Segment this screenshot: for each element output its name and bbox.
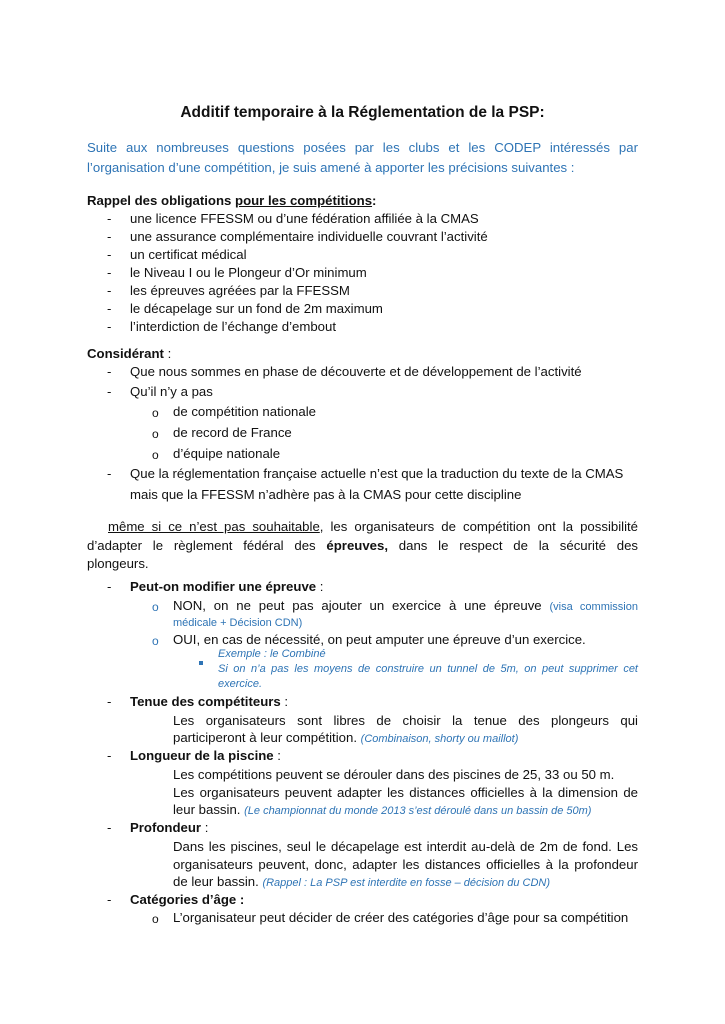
tenue-line-2-text: participeront à leur compétition. [173,730,361,745]
categories-item: L’organisateur peut décider de créer des catégories d’âge pour sa compétition [173,910,629,925]
dash-bullet: - [107,748,112,763]
dash-bullet: - [107,579,112,594]
tenue-line-1: Les organisateurs sont libres de choisir la tenue des plongeurs qui [173,713,638,728]
rappel-heading-underlined: pour les compétitions [235,193,373,208]
dash-bullet: - [107,319,112,334]
paragraph-line-3: plongeurs. [87,556,149,571]
section-heading-text: Tenue des compétiteurs [130,694,281,709]
considerant-heading-text: Considérant [87,346,164,361]
modifier-non-note: (visa commission [549,601,638,613]
circle-bullet-icon: o [152,406,159,420]
list-item: un certificat médical [130,247,247,262]
paragraph-line-1 [108,518,638,536]
rappel-heading [87,192,376,210]
list-item: l’interdiction de l’échange d’embout [130,319,337,334]
list-item: une assurance complémentaire individuelle couvrant l’activité [130,229,488,244]
dash-bullet: - [107,694,112,709]
list-item: le Niveau I ou le Plongeur d’Or minimum [130,265,367,280]
modifier-non-text: NON, on ne peut pas ajouter un exercice à une épreuve [173,598,550,613]
list-item-line-2: mais que la FFESSM n’adhère pas à la CMAS pour cette discipline [130,487,522,502]
paragraph-line-2 [87,537,638,555]
circle-bullet-icon: o [152,600,159,614]
section-heading-modifier [130,578,323,596]
circle-bullet-icon: o [152,448,159,462]
dash-bullet: - [107,892,112,907]
page-title: Additif temporaire à la Réglementation de la PSP: [180,104,545,121]
dash-bullet: - [107,265,112,280]
circle-bullet-icon: o [152,634,159,648]
longueur-line-1: Les compétitions peuvent se dérouler dans des piscines de 25, 33 ou 50 m. [173,767,615,782]
example-line-2: exercice. [218,678,263,690]
dash-bullet: - [107,283,112,298]
list-item: Qu’il n’y a pas [130,384,213,399]
example-line-1: Si on n’a pas les moyens de construire un tunnel de 5m, on peut supprimer cet [218,663,638,675]
considerant-heading-suffix: : [163,346,172,361]
longueur-line-2: Les organisateurs peuvent adapter les distances officielles à la dimension de [173,785,638,800]
paragraph-line-2-b: dans le respect de la sécurité des [388,538,638,553]
dash-bullet: - [107,364,112,379]
square-bullet-icon [199,652,203,670]
list-item-line-1: Que la réglementation française actuelle n’est que la traduction du texte de la CMAS [130,466,624,481]
paragraph-underlined: même si ce n’est pas souhaitable [108,519,320,534]
dash-bullet: - [107,820,112,835]
rappel-heading-text: Rappel des obligations [87,193,236,208]
tenue-note: (Combinaison, shorty ou maillot) [360,733,519,745]
dash-bullet: - [107,384,112,399]
sub-list-item: de record de France [173,425,292,440]
section-heading-categories: Catégories d’âge : [130,892,245,907]
dash-bullet: - [107,466,112,481]
sub-list-item: de compétition nationale [173,404,316,419]
section-heading-suffix: : [273,748,281,763]
section-heading-suffix: : [316,579,324,594]
circle-bullet-icon: o [152,427,159,441]
modifier-non-note-line-2: médicale + Décision CDN) [173,617,303,629]
list-item: le décapelage sur un fond de 2m maximum [130,301,383,316]
sub-list-item: d’équipe nationale [173,446,281,461]
section-heading-text: Longueur de la piscine [130,748,274,763]
section-heading-tenue [130,693,288,711]
considerant-heading [87,345,171,363]
profondeur-line-3-text: de leur bassin. [173,874,263,889]
list-item: Que nous sommes en phase de découverte et de développement de l’activité [130,364,582,379]
dash-bullet: - [107,247,112,262]
section-heading-text: Peut-on modifier une épreuve [130,579,317,594]
profondeur-line-1: Dans les piscines, seul le décapelage est interdit au-delà de 2m de fond. Les [173,839,638,854]
section-heading-text: Profondeur [130,820,202,835]
list-item: les épreuves agréées par la FFESSM [130,283,350,298]
section-heading-suffix: : [201,820,209,835]
example-title: Exemple : le Combiné [218,648,326,660]
intro-line-2: l’organisation d’une compétition, je suis amené à apporter les précisions suivantes : [87,160,575,175]
section-heading-suffix: : [280,694,289,709]
section-heading-profondeur [130,819,208,837]
longueur-line-3-text: leur bassin. [173,802,245,817]
tenue-line-2 [173,729,518,748]
intro-line-1: Suite aux nombreuses questions posées par les clubs et les CODEP intéressés par [87,140,638,155]
modifier-oui-text: OUI, en cas de nécessité, on peut amputer une épreuve d’un exercice. [173,632,586,647]
circle-bullet-icon: o [152,912,159,926]
rappel-heading-colon: : [372,193,377,208]
dash-bullet: - [107,301,112,316]
profondeur-note: (Rappel : La PSP est interdite en fosse – décision du CDN) [262,877,551,889]
paragraph-line-1-rest: , les organisateurs de compétition ont la possibilité [319,519,638,534]
longueur-note: (Le championnat du monde 2013 s’est déroulé dans un bassin de 50m) [244,805,592,817]
dash-bullet: - [107,229,112,244]
list-item: une licence FFESSM ou d’une fédération affiliée à la CMAS [130,211,479,226]
profondeur-line-2: organisateurs peuvent, donc, adapter les distances officielles à la profondeur [173,857,638,872]
longueur-line-3 [173,801,591,820]
paragraph-line-2-a: d’adapter le règlement fédéral des [87,538,327,553]
paragraph-bold-word: épreuves, [326,538,389,553]
section-heading-longueur [130,747,281,765]
profondeur-line-3 [173,873,550,892]
dash-bullet: - [107,211,112,226]
